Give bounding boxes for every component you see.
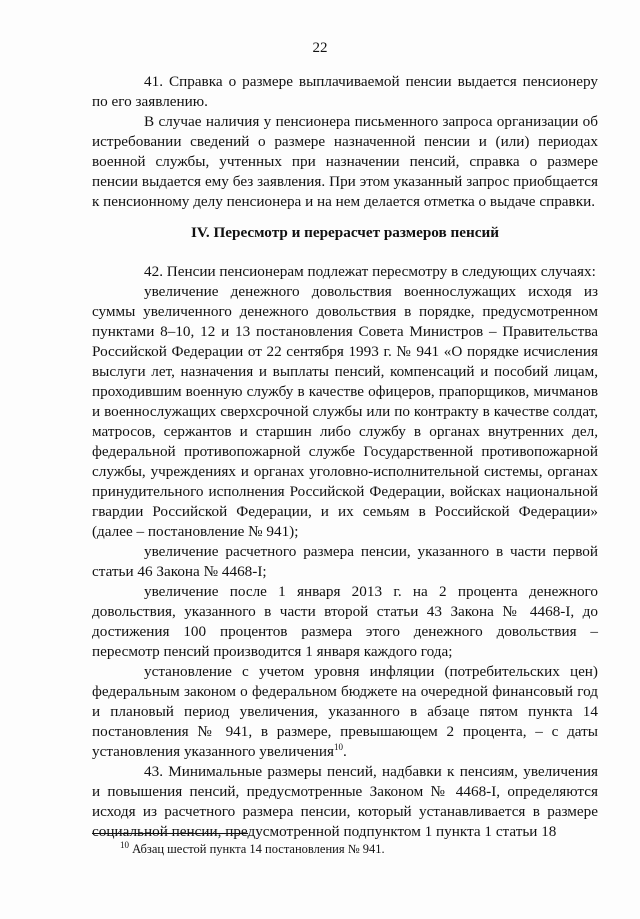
- paragraph-inflation: установление с учетом уровня инфляции (потребительских цен) федеральным законом о федеральном бюджете на очередной финансовый год и плановый период увеличения, указанного в абзаце пятом пункта 14 постановления № 941, в размере, превышающем 2 процента, – с даты установления указанного увеличения$^{10}$.: [92, 663, 598, 760]
- paragraph-2013-increase: увеличение после 1 января 2013 г. на 2 процента денежного довольствия, указанного в части второй статьи 43 Закона № 4468-I, до достижения 100 процентов размера этого денежного довольствия – пересмотр пенсий производится 1 января каждого года;: [92, 583, 598, 660]
- paragraph-inflation-text: установление с учетом уровня инфляции (потребительских цен) федеральным законом о федеральном бюджете на очередной финансовый год и плановый период увеличения, указанного в абзаце пятом пункта 14 постановления № 941, в размере, превышающем 2 процента, – с даты установления указанного увеличения: [92, 663, 598, 760]
- paragraph-42: 42. Пенсии пенсионерам подлежат пересмотру в следующих случаях:: [144, 263, 596, 280]
- paragraph-41: 41. Справка о размере выплачиваемой пенсии выдается пенсионеру по его заявлению.: [92, 73, 598, 110]
- footnote: [120, 839, 385, 857]
- paragraph-calculated-size: увеличение расчетного размера пенсии, указанного в части первой статьи 46 Закона № 4468-I;: [92, 543, 598, 580]
- paragraph-41-request: В случае наличия у пенсионера письменного запроса организации об истребовании сведений о размере назначенной пенсии и (или) периодах военной службы, учтенных при назначении пенсий, справка о размере пенсии выдается ему без заявления. При этом указанный запрос приобщается к пенсионному делу пенсионера и на нем делается отметка о выдаче справки.: [92, 113, 598, 210]
- section-42-43: [92, 262, 598, 842]
- section-heading: IV. Пересмотр и перерасчет размеров пенсий: [190, 224, 500, 241]
- footnote-divider: [92, 833, 248, 834]
- footnote-ref[interactable]: 10: [334, 741, 344, 752]
- paragraph-salary-increase: увеличение денежного довольствия военнослужащих исходя из суммы увеличенного денежного довольствия в порядке, предусмотренном пунктами 8–10, 12 и 13 постановления Совета Министров – Правительства Российской Федерации от 22 сентября 1993 г. № 941 «О порядке исчисления выслуги лет, назначения и выплаты пенсий, компенсаций и пособий лицам, проходившим военную службу в качестве офицеров, прапорщиков, мичманов и военнослужащих сверхсрочной службы или по контракту в качестве солдат, матросов, сержантов и старшин либо службу в органах внутренних дел, федеральной противопожарной службе Государственной противопожарной службы, учреждениях и органах уголовно-исполнительной системы, органах принудительного исполнения Российской Федерации, войсках национальной гвардии Российской Федерации, и их семьям в Российской Федерации» (далее – постановление № 941);: [92, 283, 598, 540]
- section-41: [92, 72, 598, 212]
- page-number: 22: [312, 40, 328, 56]
- footnote-text: Абзац шестой пункта 14 постановления № 941.: [129, 842, 385, 856]
- paragraph-43: 43. Минимальные размеры пенсий, надбавки к пенсиям, увеличения и повышения пенсий, предусмотренные Законом № 4468-I, определяются исходя из расчетного размера пенсии, который устанавливается в размере социальной пенсии, предусмотренной подпунктом 1 пункта 1 статьи 18: [92, 763, 598, 840]
- footnote-number: 10: [120, 839, 129, 850]
